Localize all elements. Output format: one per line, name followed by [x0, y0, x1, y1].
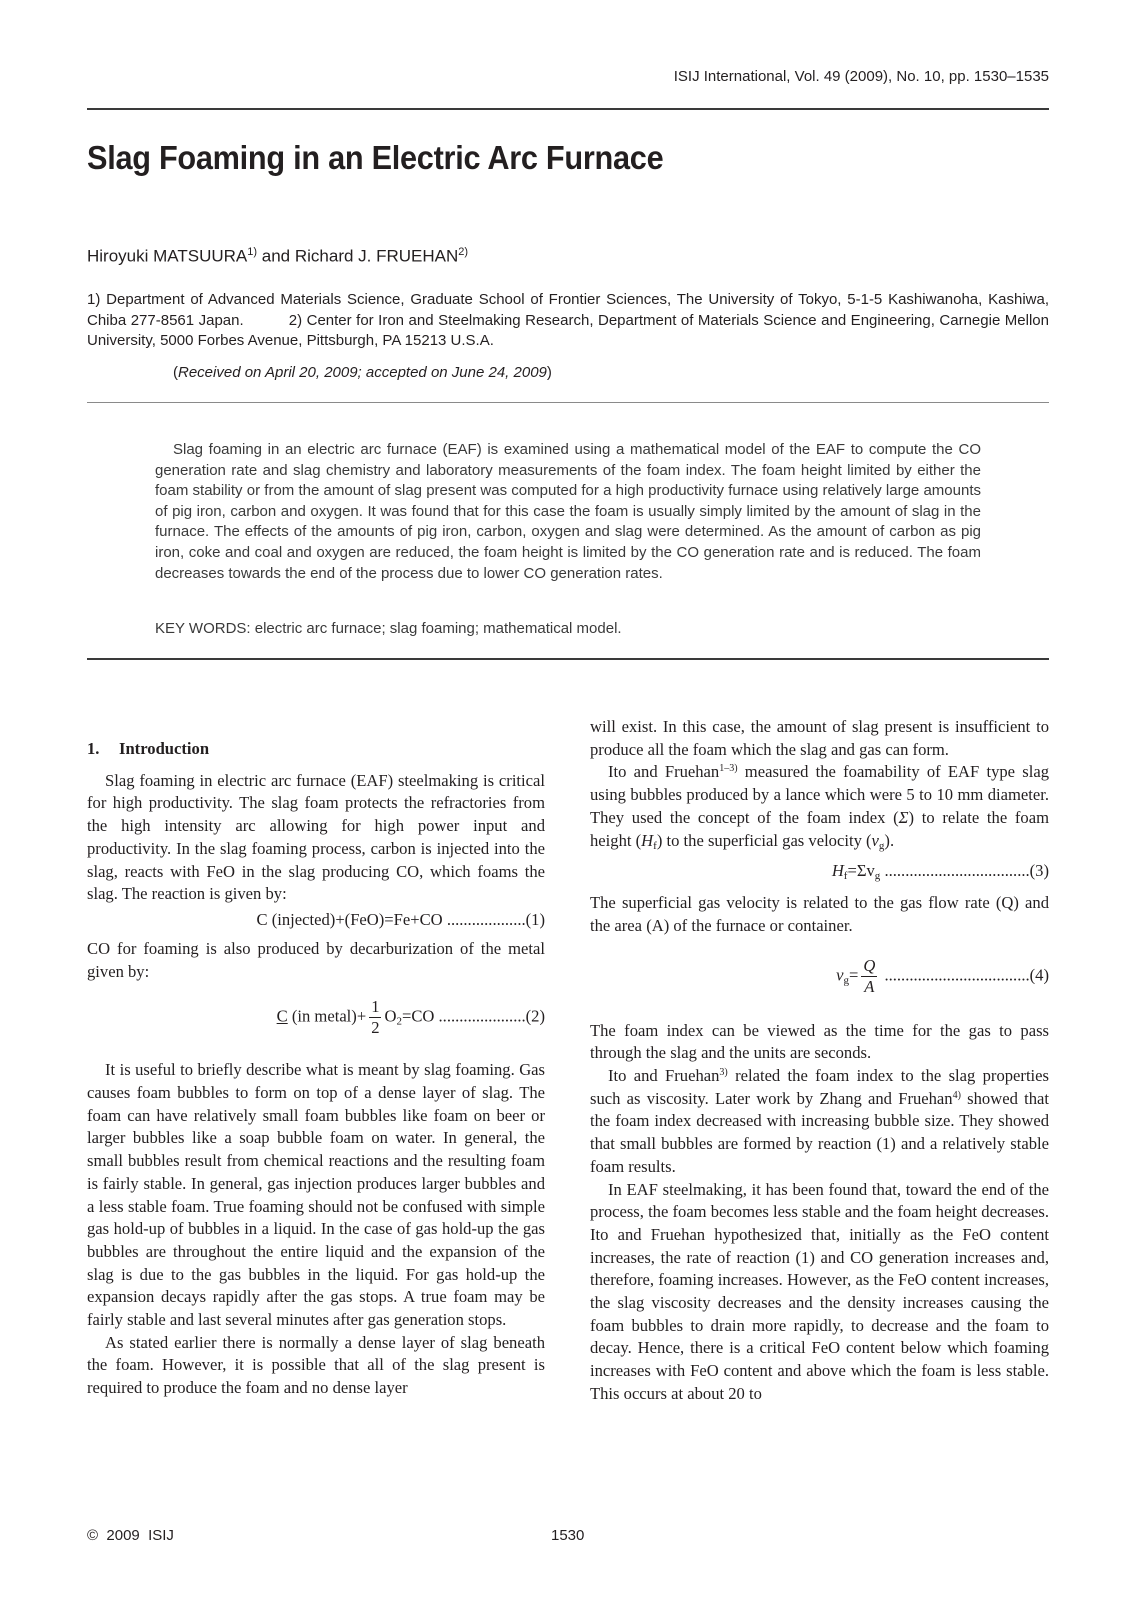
fraction-numerator: Q: [863, 955, 876, 975]
carbon-dissolved-symbol: C: [276, 1006, 288, 1026]
equation-2: [87, 991, 545, 1047]
abstract: Slag foaming in an electric arc furnace (EAF) is examined using a mathematical model of the EAF to compute the CO generation rate and slag chemistry and laboratory measurements of the foam index. The foam height limited by either the foam stability or from the amount of slag present was computed for a high productivity furnace using relatively large amounts of pig iron, carbon and oxygen. It was found that for this case the foam is usually simply limited by the amount of slag in the furnace. The effects of the amounts of pig iron, carbon, oxygen and slag were determined. As the amount of carbon as pig iron, coke and coal and oxygen are reduced, the foam height is limited by the CO generation rate and is reduced. The foam decreases towards the end of the process due to lower CO generation rates.: [155, 441, 981, 582]
paren-close: ): [546, 364, 552, 381]
equation-3-mid: =Σv: [847, 861, 875, 881]
section-title: Introduction: [119, 739, 210, 758]
right-column: [590, 716, 1049, 1406]
authors: [87, 246, 468, 267]
keywords: KEY WORDS: electric arc furnace; slag foaming; mathematical model.: [155, 620, 622, 637]
abstract-bottom-rule: [87, 658, 1049, 660]
text-run: related the foam index to the slag properties such as viscosity. Later work by Zhang and Fruehan: [590, 1066, 1049, 1108]
symbol-h: H: [831, 861, 844, 881]
equation-3: [590, 860, 1049, 886]
fraction-denominator: 2: [371, 1018, 380, 1038]
subscript: g: [874, 870, 881, 883]
abstract-top-rule: [87, 402, 1049, 403]
citation-ref: 1–3): [719, 763, 738, 775]
oxygen-subscript: 2: [396, 1015, 402, 1028]
equation-1: [87, 909, 545, 935]
copyright: © 2009 ISIJ: [87, 1527, 174, 1544]
affiliations: 1) Department of Advanced Materials Science, Graduate School of Frontier Sciences, The University of Tokyo, 5-1-5 Kashiwanoha, Kashiwa, Chiba 277-8561 Japan. 2) Center for Iron and Steelmaking Research, Department of Materials Science and Engineering, Carnegie Mellon University, 5000 Forbes Avenue, Pittsburgh, PA 15213 U.S.A.: [87, 291, 1054, 349]
citation-ref: 3): [719, 1067, 728, 1079]
text-run: ) to relate the foam height (: [590, 807, 1049, 850]
page-number: 1530: [551, 1527, 585, 1544]
fraction-denominator: A: [864, 976, 875, 996]
paper-title: Slag Foaming in an Electric Arc Furnace: [87, 139, 664, 176]
text-run: Ito and Fruehan: [608, 1066, 720, 1086]
author-1-affil-mark: 1): [247, 246, 258, 258]
fraction-q-over-a: [861, 956, 877, 997]
fraction-numerator: 1: [371, 997, 380, 1017]
equation-3-number: ...................................(3): [880, 861, 1049, 881]
paragraph: It is useful to briefly describe what is meant by slag foaming. Gas causes foam bubbles to form on top of a dense layer of slag. The foam can have relatively small foam bubbles like foam on beer or larger bubbles like a soap bubble foam on water. In general, the small bubbles result from chemical reactions and the resulting foam is fairly stable. In general, gas injection produces larger bubbles and a less stable foam. True foaming should not be confused with simple gas hold-up of bubbles in a liquid. In the case of gas hold-up the gas bubbles are throughout the entire liquid and the expansion of the slag is due to the gas bubbles in the liquid. For gas hold-up the expansion decays rapidly after the gas stops. A true foam may be fairly stable and last several minutes after gas generation stops.: [87, 1060, 545, 1330]
paragraph: Slag foaming in electric arc furnace (EAF) steelmaking is critical for high productivity. The slag foam protects the refractories from the high intensity arc allowing for high power input and productivity. In the slag foaming process, carbon is injected into the slag, reacts with FeO in the slag producing CO, which foams the slag. The reaction is given by:: [87, 770, 545, 904]
paragraph: As stated earlier there is normally a dense layer of slag beneath the foam. However, it is possible that all of the slag present is required to produce the foam and no dense layer: [87, 1332, 545, 1398]
oxygen-symbol: O: [384, 1006, 397, 1026]
text-run: Ito and Fruehan: [608, 762, 720, 782]
text-run: measured the foamability of EAF type slag using bubbles produced by a lance which were 5 to 10 mm diameter. They used the concept of the foam index (: [590, 762, 1049, 827]
text-run: showed that the foam index decreased with increasing bubble size. They showed that small bubbles are formed by reaction (1) and a relatively stable foam results.: [590, 1088, 1049, 1176]
paragraph: [590, 1065, 1049, 1179]
equation-4-number: ...................................(4): [880, 964, 1049, 984]
received-text: Received on April 20, 2009; accepted on June 24, 2009: [178, 364, 547, 381]
paragraph: will exist. In this case, the amount of slag present is insufficient to produce all the foam which the slag and gas can form.: [590, 717, 1049, 759]
paragraph: The superficial gas velocity is related to the gas flow rate (Q) and the area (A) of the furnace or container.: [590, 893, 1049, 935]
subscript: f: [843, 870, 848, 883]
symbol-sigma: Σ: [898, 807, 909, 827]
fraction-half: [369, 997, 381, 1038]
paragraph: In EAF steelmaking, it has been found that, toward the end of the process, the foam becomes less stable and the foam height decreases. Ito and Fruehan hypothesized that, initially as the FeO content increases, the rate of reaction (1) and CO generation increases and, therefore, foaming increases. However, as the FeO content increases, the slag viscosity decreases and the density increases causing the foam bubbles to drain more rapidly, to decrease and the foam to decay. Hence, there is a critical FeO content below which foaming increases with FeO content and above which the foam is less stable. This occurs at about 20 to: [590, 1179, 1049, 1403]
equation-1-text: C (injected)+(FeO)=Fe+CO ...................(1): [256, 909, 545, 929]
header-rule: [87, 108, 1049, 110]
author-1: Hiroyuki MATSUURA: [87, 246, 248, 266]
subscript: g: [843, 973, 849, 986]
paren-open: (: [173, 364, 178, 381]
section-heading: [87, 738, 545, 761]
citation-ref: 4): [952, 1089, 961, 1101]
equation-4: [590, 950, 1049, 1010]
left-column: [87, 738, 545, 1400]
journal-citation: ISIJ International, Vol. 49 (2009), No. 10, pp. 1530–1535: [673, 68, 1049, 85]
equation-2-rhs: =CO .....................(2): [401, 1006, 545, 1026]
subscript: g: [878, 839, 885, 852]
paragraph: The foam index can be viewed as the time for the gas to pass through the slag and the units are seconds.: [590, 1020, 1049, 1063]
text-run: ) to the superficial gas velocity (: [656, 830, 872, 850]
equation-2-part: (in metal)+: [287, 1006, 367, 1026]
subscript: f: [653, 839, 657, 852]
author-2-affil-mark: 2): [458, 246, 469, 258]
text-run: ).: [884, 830, 895, 850]
paragraph: CO for foaming is also produced by decarburization of the metal given by:: [87, 938, 545, 981]
section-number: 1.: [87, 739, 100, 758]
symbol-h: H: [641, 830, 654, 850]
received-dates: [173, 364, 552, 381]
equals-sign: =: [848, 964, 859, 984]
paragraph: [590, 761, 1049, 852]
symbol-v: v: [871, 830, 879, 850]
symbol-v: v: [836, 964, 844, 984]
author-2: and Richard J. FRUEHAN: [257, 246, 459, 266]
